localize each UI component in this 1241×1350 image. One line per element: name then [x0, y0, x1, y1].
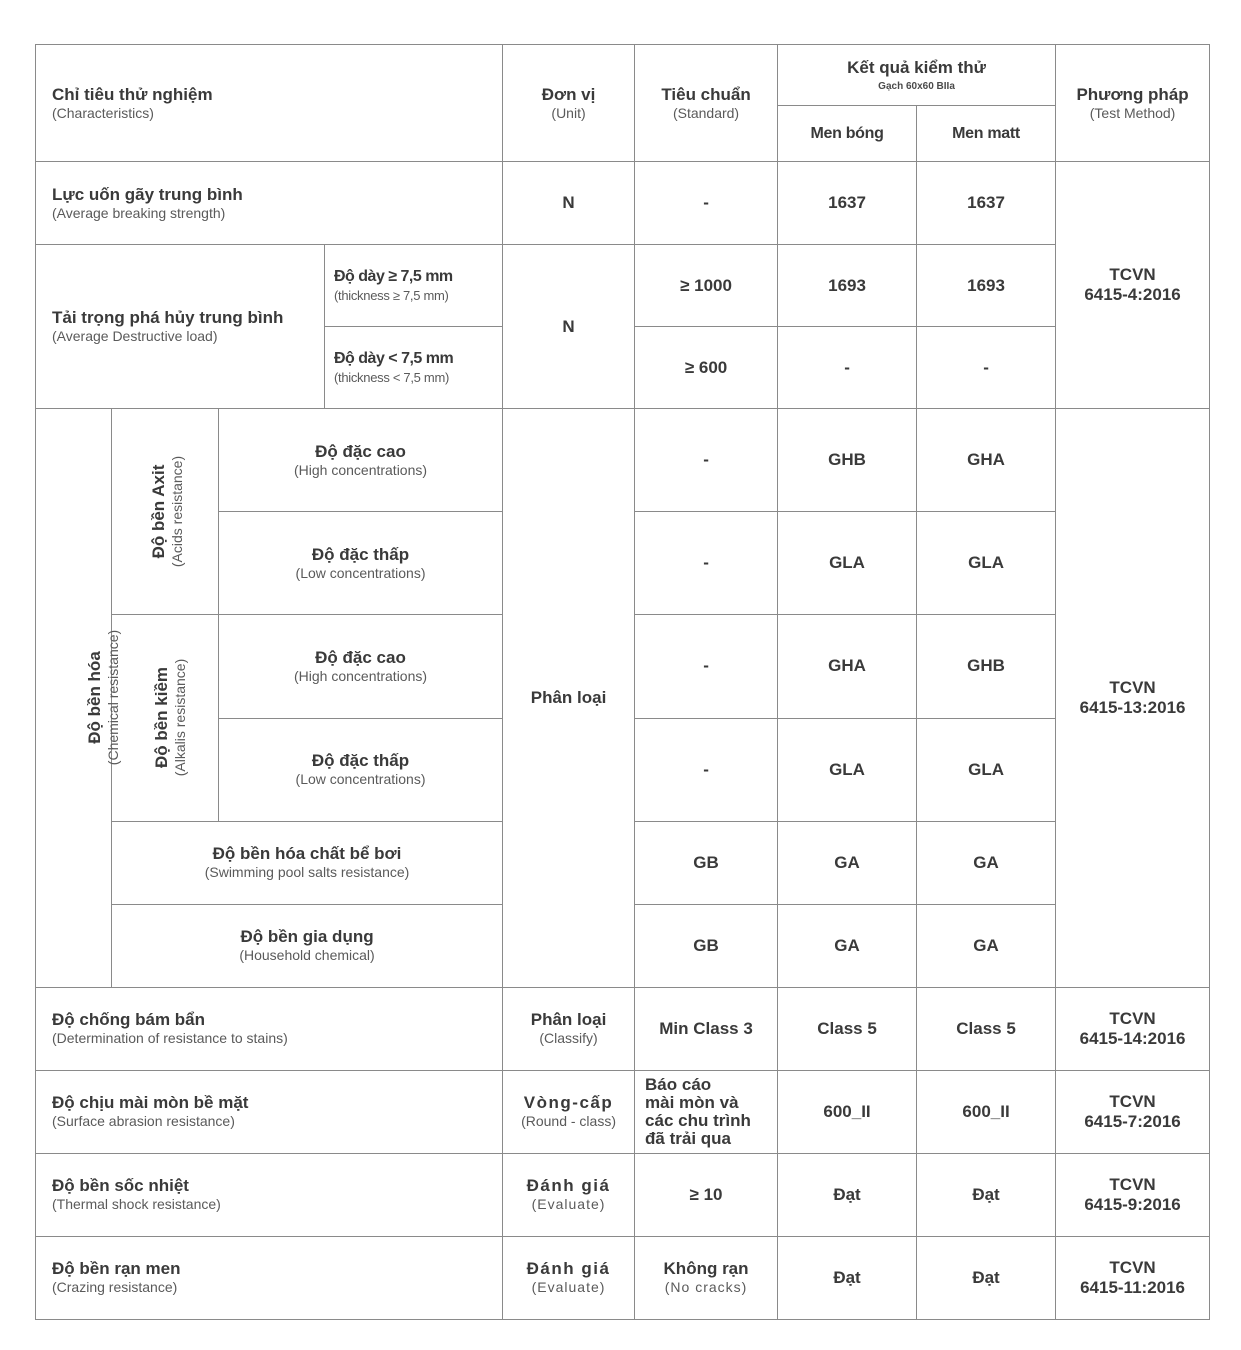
acid-low-label: Độ đặc thấp (Low concentrations) — [219, 512, 503, 615]
breaking-glossy: 1637 — [778, 162, 917, 245]
acid-low-glossy: GLA — [778, 512, 917, 615]
thermal-label: Độ bền sốc nhiệt (Thermal shock resistance) — [36, 1153, 503, 1236]
method-13: TCVN 6415-13:2016 — [1056, 409, 1210, 987]
breaking-unit: N — [503, 162, 635, 245]
alkali-high-label: Độ đặc cao (High concentrations) — [219, 615, 503, 718]
method-4: TCVN 6415-4:2016 — [1056, 162, 1210, 409]
test-results-table — [35, 44, 1210, 1320]
header-matt: Men matt — [917, 106, 1056, 162]
household-glossy: GA — [778, 904, 917, 987]
alkali-low-glossy: GLA — [778, 718, 917, 821]
pool-standard: GB — [635, 821, 778, 904]
thickness-ge-label: Độ dày ≥ 7,5 mm (thickness ≥ 7,5 mm) — [325, 245, 503, 327]
crazing-label: Độ bền rạn men (Crazing resistance) — [36, 1236, 503, 1319]
stains-label: Độ chống bám bẩn (Determination of resistance to stains) — [36, 987, 503, 1070]
stains-standard: Min Class 3 — [635, 987, 778, 1070]
breaking-standard: - — [635, 162, 778, 245]
breaking-label: Lực uốn gãy trung bình (Average breaking strength) — [36, 162, 503, 245]
stains-unit: Phân loại (Classify) — [503, 987, 635, 1070]
thermal-matt: Đạt — [917, 1153, 1056, 1236]
method-11: TCVN 6415-11:2016 — [1056, 1236, 1210, 1319]
thick-glossy: 1693 — [778, 245, 917, 327]
thermal-standard: ≥ 10 — [635, 1153, 778, 1236]
thermal-glossy: Đạt — [778, 1153, 917, 1236]
pool-label: Độ bền hóa chất bể bơi (Swimming pool salts resistance) — [112, 821, 503, 904]
crazing-glossy: Đạt — [778, 1236, 917, 1319]
acid-low-standard: - — [635, 512, 778, 615]
destructive-label: Tải trọng phá hủy trung bình (Average Destructive load) — [36, 245, 325, 409]
thin-standard: ≥ 600 — [635, 327, 778, 409]
header-glossy: Men bóng — [778, 106, 917, 162]
abrasion-standard: Báo cáo mài mòn và các chu trình đã trải qua — [635, 1070, 778, 1153]
abrasion-unit: Vòng-cấp (Round - class) — [503, 1070, 635, 1153]
household-label: Độ bền gia dụng (Household chemical) — [112, 904, 503, 987]
breaking-matt: 1637 — [917, 162, 1056, 245]
abrasion-label: Độ chịu mài mòn bề mặt (Surface abrasion resistance) — [36, 1070, 503, 1153]
stains-glossy: Class 5 — [778, 987, 917, 1070]
acid-low-matt: GLA — [917, 512, 1056, 615]
thin-glossy: - — [778, 327, 917, 409]
destructive-unit: N — [503, 245, 635, 409]
header-standard: Tiêu chuẩn (Standard) — [635, 45, 778, 162]
pool-glossy: GA — [778, 821, 917, 904]
household-matt: GA — [917, 904, 1056, 987]
header-results: Kết quả kiểm thử Gạch 60x60 BIIa — [778, 45, 1056, 106]
abrasion-matt: 600_II — [917, 1070, 1056, 1153]
header-method: Phương pháp (Test Method) — [1056, 45, 1210, 162]
method-14: TCVN 6415-14:2016 — [1056, 987, 1210, 1070]
crazing-matt: Đạt — [917, 1236, 1056, 1319]
acid-high-label: Độ đặc cao (High concentrations) — [219, 409, 503, 512]
chemical-label: Độ bền hóa (Chemical resistance) — [36, 409, 112, 987]
acid-high-matt: GHA — [917, 409, 1056, 512]
header-characteristics: Chỉ tiêu thử nghiệm (Characteristics) — [36, 45, 503, 162]
alkali-label: Độ bền kiềm (Alkalis resistance) — [112, 615, 219, 821]
method-9: TCVN 6415-9:2016 — [1056, 1153, 1210, 1236]
alkali-high-matt: GHB — [917, 615, 1056, 718]
acid-label: Độ bền Axit (Acids resistance) — [112, 409, 219, 615]
thick-standard: ≥ 1000 — [635, 245, 778, 327]
thickness-lt-label: Độ dày < 7,5 mm (thickness < 7,5 mm) — [325, 327, 503, 409]
acid-high-standard: - — [635, 409, 778, 512]
method-7: TCVN 6415-7:2016 — [1056, 1070, 1210, 1153]
thermal-unit: Đánh giá (Evaluate) — [503, 1153, 635, 1236]
crazing-standard: Không rạn (No cracks) — [635, 1236, 778, 1319]
acid-high-glossy: GHB — [778, 409, 917, 512]
alkali-high-standard: - — [635, 615, 778, 718]
household-standard: GB — [635, 904, 778, 987]
crazing-unit: Đánh giá (Evaluate) — [503, 1236, 635, 1319]
thick-matt: 1693 — [917, 245, 1056, 327]
thin-matt: - — [917, 327, 1056, 409]
alkali-low-standard: - — [635, 718, 778, 821]
alkali-low-matt: GLA — [917, 718, 1056, 821]
stains-matt: Class 5 — [917, 987, 1056, 1070]
pool-matt: GA — [917, 821, 1056, 904]
chemical-unit: Phân loại — [503, 409, 635, 987]
header-unit: Đơn vị (Unit) — [503, 45, 635, 162]
alkali-high-glossy: GHA — [778, 615, 917, 718]
alkali-low-label: Độ đặc thấp (Low concentrations) — [219, 718, 503, 821]
abrasion-glossy: 600_II — [778, 1070, 917, 1153]
